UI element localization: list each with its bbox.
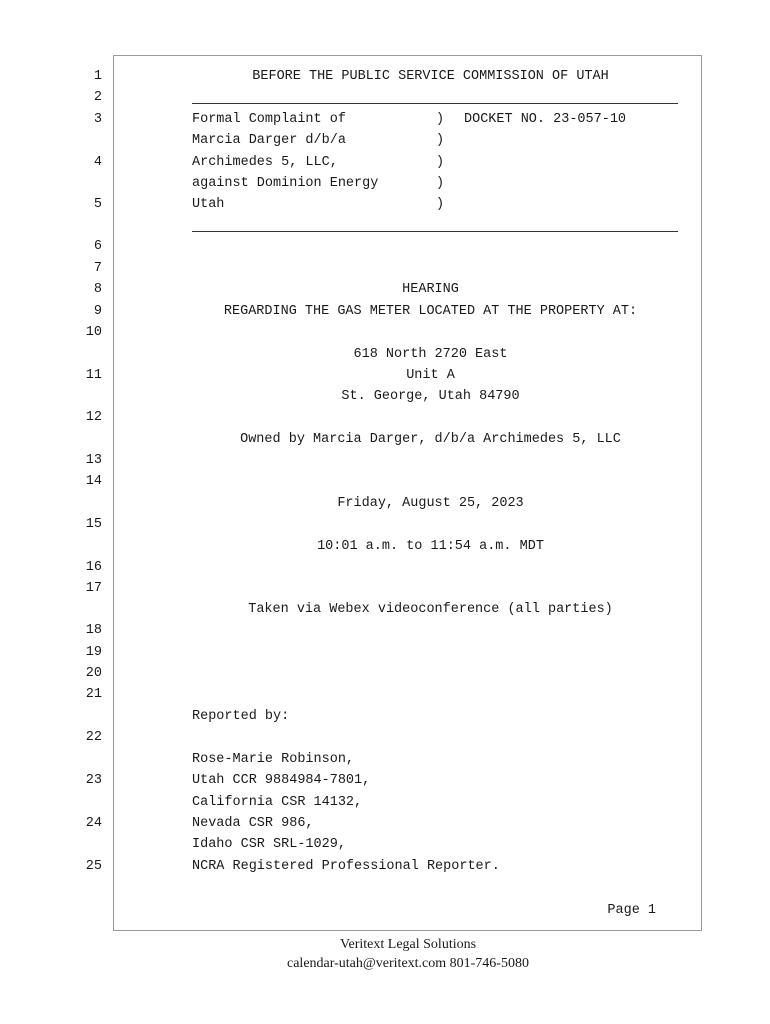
line-number: 5 bbox=[93, 197, 102, 212]
hearing-regarding: REGARDING THE GAS METER LOCATED AT THE PROPERTY AT: bbox=[223, 304, 638, 319]
caption-party-line: Archimedes 5, LLC, bbox=[192, 155, 338, 170]
line-number: 18 bbox=[85, 623, 102, 638]
line-number: 20 bbox=[85, 666, 102, 681]
line-number: 8 bbox=[93, 282, 102, 297]
line-number: 12 bbox=[85, 410, 102, 425]
line-number: 4 bbox=[93, 155, 102, 170]
line-number: 19 bbox=[85, 645, 102, 660]
line-number: 15 bbox=[85, 517, 102, 532]
reporter-line: NCRA Registered Professional Reporter. bbox=[192, 859, 500, 874]
reporter-line: Nevada CSR 986, bbox=[192, 816, 314, 831]
reporter-line: Rose-Marie Robinson, bbox=[192, 752, 355, 767]
commission-title: BEFORE THE PUBLIC SERVICE COMMISSION OF UTAH bbox=[252, 69, 609, 84]
line-number: 1 bbox=[93, 69, 102, 84]
line-number: 21 bbox=[85, 687, 102, 702]
caption-party-line: Marcia Darger d/b/a bbox=[192, 133, 346, 148]
line-number: 9 bbox=[93, 304, 102, 319]
line-number: 3 bbox=[93, 112, 102, 127]
caption-rule-top bbox=[192, 103, 678, 104]
line-number: 25 bbox=[85, 859, 102, 874]
line-number: 13 bbox=[85, 453, 102, 468]
reporter-line: Idaho CSR SRL-1029, bbox=[192, 837, 346, 852]
property-owner: Owned by Marcia Darger, d/b/a Archimedes 5, LLC bbox=[240, 432, 621, 447]
footer-company: Veritext Legal Solutions bbox=[339, 937, 477, 952]
hearing-date: Friday, August 25, 2023 bbox=[337, 496, 524, 511]
line-number: 23 bbox=[85, 773, 102, 788]
address-line: 618 North 2720 East bbox=[353, 347, 508, 362]
caption-rule-bottom bbox=[192, 231, 678, 232]
caption-party-line: against Dominion Energy bbox=[192, 176, 379, 191]
reported-by-label: Reported by: bbox=[192, 709, 290, 724]
hearing-heading: HEARING bbox=[402, 282, 459, 297]
docket-number: DOCKET NO. 23-057-10 bbox=[464, 112, 627, 127]
line-number: 7 bbox=[93, 261, 102, 276]
page-number: Page 1 bbox=[607, 903, 656, 918]
line-number: 11 bbox=[85, 368, 102, 383]
line-number: 16 bbox=[85, 560, 102, 575]
hearing-time: 10:01 a.m. to 11:54 a.m. MDT bbox=[317, 539, 544, 554]
line-number: 14 bbox=[85, 474, 102, 489]
line-number: 6 bbox=[93, 239, 102, 254]
caption-party-line: Formal Complaint of bbox=[192, 112, 346, 127]
caption-paren: ) bbox=[436, 112, 445, 127]
line-number: 17 bbox=[85, 581, 102, 596]
line-number: 2 bbox=[93, 90, 102, 105]
footer-contact: calendar-utah@veritext.com 801-746-5080 bbox=[287, 956, 529, 971]
reporter-line: California CSR 14132, bbox=[192, 795, 363, 810]
line-number: 24 bbox=[85, 816, 102, 831]
caption-paren: ) bbox=[436, 197, 445, 212]
hearing-venue: Taken via Webex videoconference (all parties) bbox=[248, 602, 613, 617]
caption-paren: ) bbox=[436, 133, 445, 148]
line-number: 10 bbox=[85, 325, 102, 340]
line-number: 22 bbox=[85, 730, 102, 745]
address-line: St. George, Utah 84790 bbox=[341, 389, 520, 404]
caption-paren: ) bbox=[436, 155, 445, 170]
address-line: Unit A bbox=[406, 368, 455, 383]
caption-party-line: Utah bbox=[192, 197, 225, 212]
caption-paren: ) bbox=[436, 176, 445, 191]
reporter-line: Utah CCR 9884984-7801, bbox=[192, 773, 371, 788]
